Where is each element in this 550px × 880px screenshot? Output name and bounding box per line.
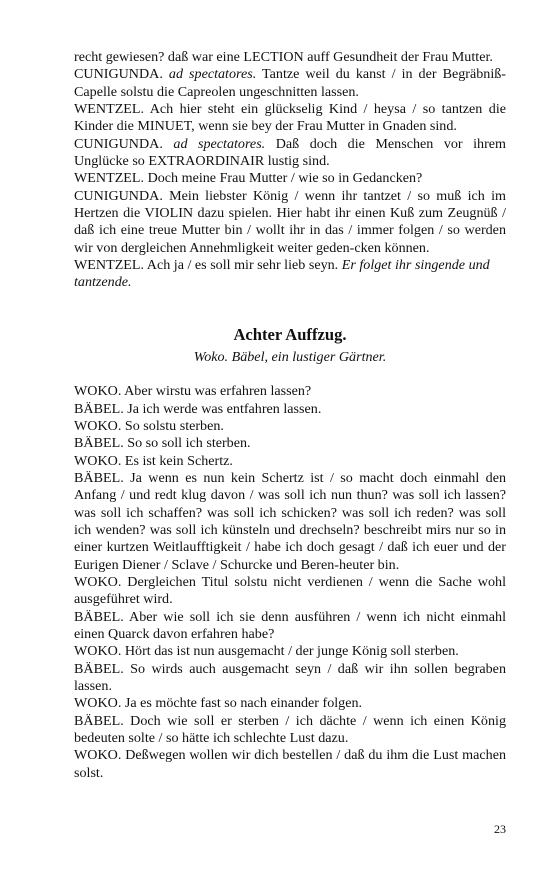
dialogue-line: WOKO. Dergleichen Titul solstu nicht verdienen / wenn die Sache wohl ausgeführet wird.	[74, 573, 506, 608]
dialogue-line: WOKO. Deßwegen wollen wir dich bestellen / daß du ihm die Lust machen solst.	[74, 747, 506, 781]
stage-direction: ad spectatores.	[173, 135, 266, 152]
paragraph: CUNIGUNDA. ad spectatores. Tantze weil du kanst / in der Begräbniß-Capelle solstu die Capreolen ungeschnitten lassen.	[74, 66, 506, 100]
dialogue-line: BÄBEL. Ja ich werde was entfahren lassen.	[74, 400, 322, 417]
stage-direction: Er folget ihr singende und tantzende.	[74, 257, 490, 291]
speech: Tantze weil du kanst / in der Begräbniß-Capelle solstu die Capreolen ungeschnitten lassen.	[74, 66, 506, 100]
paragraph: CUNIGUNDA. Mein liebster König / wenn ihr tantzet / so muß ich im Hertzen die VIOLIN dazu spielen. Hier habt ihr einen Kuß zum Zeugnüß / daß ich eine treue Mutter bin / wollt ihr in das / immer folgen / so werden wir von dergleichen Annehmligkeit weiter geden-cken können.	[74, 187, 506, 256]
dialogue	[74, 383, 506, 782]
dialogue-line: BÄBEL. Doch wie soll er sterben / ich dächte / wenn ich einen König bedeuten solte / so hätte ich schlechte Lust dazu.	[74, 712, 506, 747]
dialogue-line: BÄBEL. So wirds auch ausgemacht seyn / daß wir ihn sollen begraben lassen.	[74, 660, 506, 694]
dialogue-line: WOKO. Es ist kein Schertz.	[74, 452, 233, 469]
dialogue-line: WOKO. So solstu sterben.	[74, 417, 224, 434]
paragraph: WENTZEL. Doch meine Frau Mutter / wie so in Gedancken?	[74, 170, 423, 187]
page-text	[74, 49, 506, 782]
stage-direction: ad spectatores.	[168, 66, 257, 83]
dialogue-line: BÄBEL. Aber wie soll ich sie denn ausführen / wenn ich nicht einmahl einen Quarck davon erfahren habe?	[74, 608, 506, 642]
dialogue-line: WOKO. Aber wirstu was erfahren lassen?	[74, 383, 312, 400]
scene-characters: Woko. Bäbel, ein lustiger Gärtner.	[193, 348, 387, 365]
paragraph	[74, 257, 506, 292]
dialogue-line: BÄBEL. So so soll ich sterben.	[74, 435, 251, 452]
speaker: CUNIGUNDA	[74, 66, 160, 83]
speech: WENTZEL. Ach ja / es soll mir sehr lieb seyn.	[74, 257, 339, 274]
scene-heading: Achter Auffzug.	[233, 324, 347, 344]
paragraph: recht gewiesen? daß war eine LECTION auff Gesundheit der Frau Mutter.	[74, 49, 493, 65]
dialogue-line: WOKO. Ja es möchte fast so nach einander folgen.	[74, 695, 363, 712]
dialogue-line: BÄBEL. Ja wenn es nun kein Schertz ist / so macht doch einmahl den Anfang / und redt klug davon / was soll ich nun thun? was soll ich lassen? was soll ich schaffen? was soll ich schicken? was soll ich reden? was soll ich wenden? was soll ich künsteln und drechseln? beschreibt mirs nur so in einer kurtzen Weitlaufftigkeit / habe ich doch gesagt / daß ich euer und der Eurigen Diener / Sclave / Schurcke und Beren-heuter bin.	[74, 469, 506, 573]
dialogue-line: WOKO. Hört das ist nun ausgemacht / der junge König soll sterben.	[74, 643, 459, 660]
speech: Daß doch die Menschen vor ihrem Unglücke so EXTRAORDINAIR lustig sind.	[74, 135, 507, 170]
speaker: CUNIGUNDA	[74, 135, 160, 152]
page-number: 23	[494, 822, 506, 836]
paragraph: CUNIGUNDA. ad spectatores. Daß doch die Menschen vor ihrem Unglücke so EXTRAORDINAIR lustig sind.	[74, 135, 507, 170]
paragraph: WENTZEL. Ach hier steht ein glückselig Kind / heysa / so tantzen die Kinder die MINUET, wenn sie bey der Frau Mutter in Gnaden sind.	[74, 101, 506, 135]
